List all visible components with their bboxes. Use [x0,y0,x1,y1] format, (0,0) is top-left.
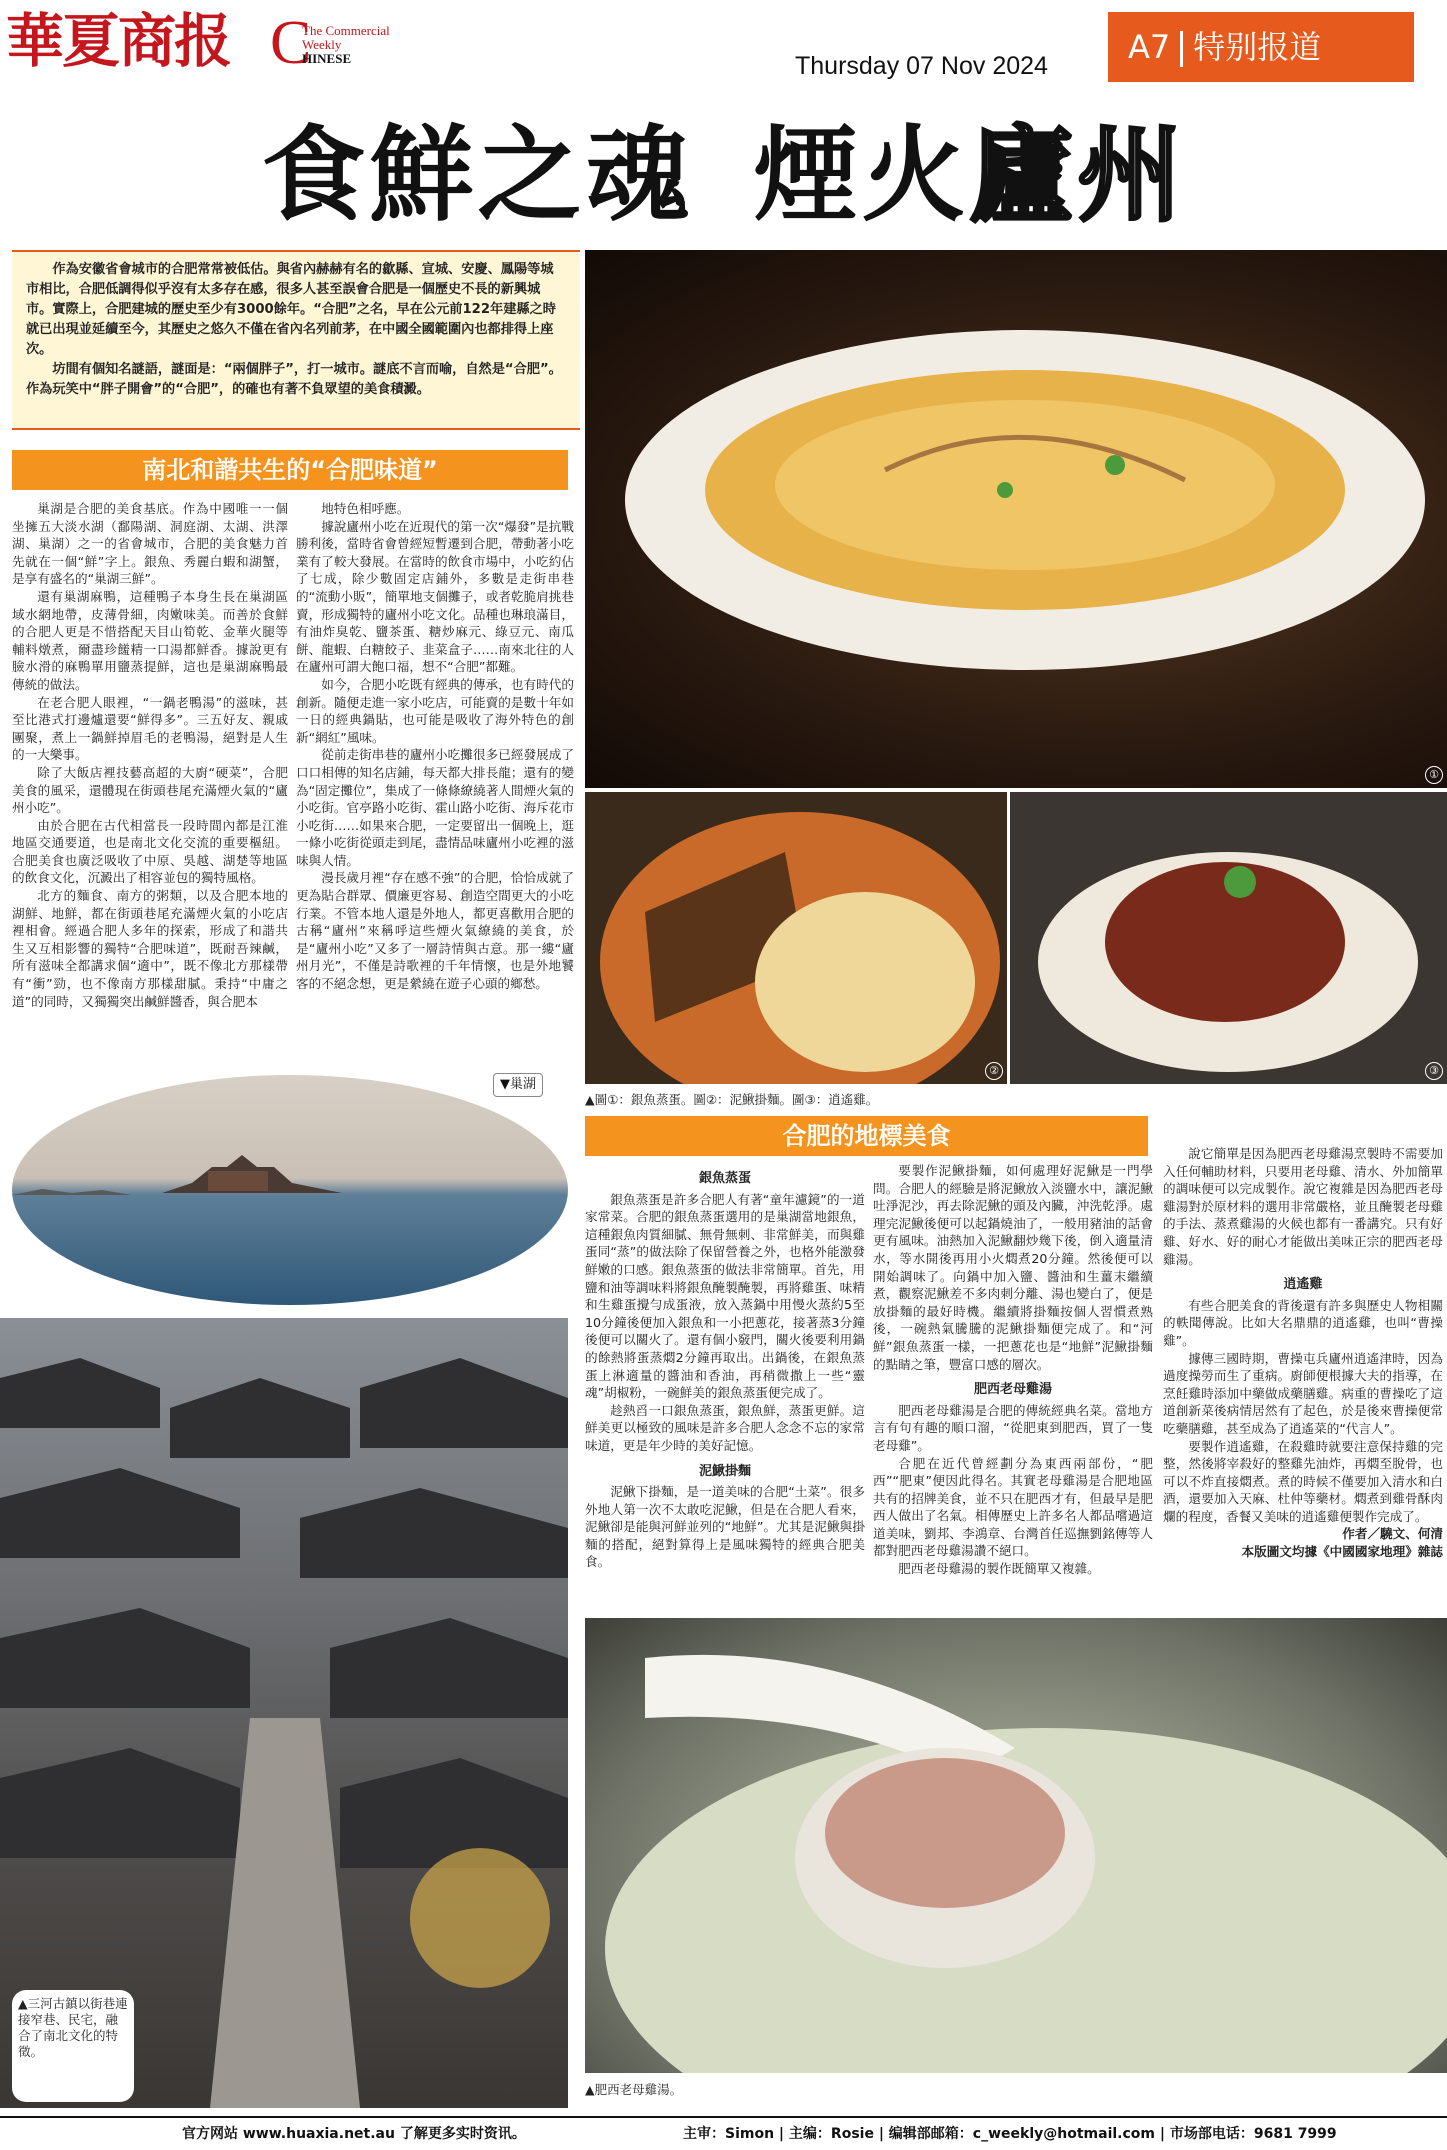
photo-number: ③ [1425,1062,1443,1080]
subheading: 逍遙雞 [1283,1277,1323,1293]
article-column [12,500,288,1060]
steamed-egg-photo [585,250,1447,788]
paragraph: 有些合肥美食的背後還有許多與歷史人物相關的軼聞傳說。比如大名鼎鼎的逍遙雞，也叫“曹操雞”。 [1163,1297,1443,1348]
paragraph: 說它簡單是因為肥西老母雞湯烹製時不需要加入任何輔助材料，只要用老母雞、清水、外加簡單的調味便可以完成製作。說它複雜是因為肥西老母雞湯對於原材料的選用非常嚴格，並且醃製老母雞的手法、蒸煮雞湯的火候也都有一番講究。只有好雞、好水、好的耐心才能做出美味正宗的肥西老母雞湯。 [1163,1146,1443,1267]
photo-number: ② [985,1062,1003,1080]
noodle-bowl-illustration [585,792,1007,1084]
paragraph: 巢湖是合肥的美食基底。作為中國唯一一個坐擁五大淡水湖（鄱陽湖、洞庭湖、太湖、洪澤湖、巢湖）之一的省會城市，合肥的美食魅力首先就在一個“鮮”字上。銀魚、秀麗白蝦和湖蟹，是享有盛名的“巢湖三鮮”。 [12,501,288,587]
page-number: A7 [1128,28,1171,66]
page-headline: 食鮮之魂 煙火廬州 [261,114,1186,236]
paragraph: 要製作逍遙雞，在殺雞時就要注意保持雞的完整，然後將宰殺好的整雞先油炸，再燜至脫骨，也可以不炸直接燜煮。煮的時候不僅要加入清水和白酒，還要加入天麻、杜仲等藥材。燜煮到雞骨酥肉爛的程度，香餐又美味的逍遙雞便製作完成了。 [1163,1438,1443,1524]
section-tab [1108,12,1414,82]
clay-pot-illustration [1010,792,1447,1084]
issue-date: Thursday 07 Nov 2024 [795,52,1048,80]
newspaper-logo: 華夏商报 [6,7,231,75]
paragraph: 漫長歲月裡“存在感不強”的合肥，恰恰成就了更為貼合群眾、價廉更容易、創造空間更大的小吃行業。不管本地人還是外地人，都更喜歡用合肥的古稱“廬州”來稱呼這些煙火氣繚繞的美食，於是“廬州小吃”又多了一層詩情與古意。那一縷“廬州月光”，不僅是詩歌裡的千年情懷，也是外地饕客的不絕念想，更是縈繞在遊子心頭的鄉愁。 [296,870,574,992]
divider [1180,31,1183,67]
paragraph: 肥西老母雞湯是合肥的傳統經典名菜。當地方言有句有趣的順口溜，“從肥東到肥西，買了一隻老母雞”。 [873,1402,1153,1453]
article-column [296,500,574,1045]
food-photo-caption: ▲圖①：銀魚蒸蛋。圖②：泥鰍掛麵。圖③：逍遙雞。 [585,1092,879,1107]
paragraph: 要製作泥鰍掛麵，如何處理好泥鰍是一門學問。合肥人的經驗是將泥鰍放入淡鹽水中，讓泥鰍吐淨泥沙，再去除泥鰍的頭及內臟，沖洗乾淨。處理完泥鰍後便可以起鍋燒油了，一般用豬油的話會更有風味。油熱加入泥鰍翻炒幾下後，倒入適量清水，等水開後再用小火燜煮20分鐘。然後便可以開始調味了。向鍋中加入鹽、醬油和生薑末繼續煮，觀察泥鰍差不多肉刺分離、湯也變白了，便是放掛麵的最好時機。繼續將掛麵按個人習慣煮熟後，一碗熱氣騰騰的泥鰍掛麵便完成了。和“河鮮”銀魚蒸蛋一樣，一把蔥花也是“地鮮”泥鰍掛麵的點睛之筆，豐富口感的層次。 [873,1163,1153,1372]
article-column [873,1162,1153,1607]
paragraph: 地特色相呼應。 [321,501,410,516]
paragraph: 在老合肥人眼裡，“一鍋老鴨湯”的滋味，甚至比港式打邊爐還要“鮮得多”。三五好友、親戚團聚，煮上一鍋鮮掉眉毛的老鴨湯，絕對是人生的一大樂事。 [12,694,288,763]
logo-letter-c: C [270,9,312,77]
byline: 作者／驍文、何清 [1342,1526,1443,1542]
lake-island-illustration [12,1075,568,1305]
paragraph: 北方的麵食、南方的粥類，以及合肥本地的湖鮮、地鮮，都在街頭巷尾充滿煙火氣的小吃店裡相會。經過合肥人多年的探索，形成了和諧共生又互相影響的獨特“合肥味道”，既耐吾辣鹹，所有滋味全都講求個“適中”，既不像北方那樣帶有“衝”勁，也不像南方那樣甜膩。秉持“中庸之道”的同時，又獨獨突出鹹鮮醬香，與合肥本 [12,888,288,1009]
soup-bowl-illustration [585,1618,1447,2073]
staff-info: 主审：Simon | 主编：Rosie | 编辑部邮箱：c_weekly@hotmail.com | 市场部电话：9681 7999 [683,2126,1337,2142]
chaohu-lake-photo [12,1075,568,1305]
paragraph: 據說廬州小吃在近現代的第一次“爆發”是抗戰勝利後，當時省會曾經短暫遷到合肥，帶動著小吃業有了較大發展。在當時的飲食市場中，小吃約佔了七成，除少數固定店鋪外，多數是走街串巷的“流動小販”，簡單地支個攤子，或者乾脆肩挑巷賣，形成獨特的廬州小吃文化。品種也琳琅滿目，有油炸臭乾、鹽茶蛋、糖炒麻元、綠豆元、南瓜餅、龍蝦、白糖餃子、韭菜盒子……南來北往的人在廬州可謂大飽口福，想不“合肥”都難。 [296,518,574,675]
paragraph: 銀魚蒸蛋是許多合肥人有著“童年濾鏡”的一道家常菜。合肥的銀魚蒸蛋選用的是巢湖當地銀魚，這種銀魚肉質細膩、無骨無刺、非常鮮美，而與雞蛋同“蒸”的做法除了保留營養之外，也格外能激發鮮嫩的口感。銀魚蒸蛋的做法非常簡單。首先，用鹽和油等調味料將銀魚醃製醃製，再將雞蛋、味精和生雞蛋攪勻成蛋液，放入蒸鍋中用慢火蒸約5至10分鐘後便加入銀魚和一小把蔥花，接著蒸3分鐘後便可以關火了。還有個小竅門，關火後要利用鍋的餘熱將蛋蒸燜2分鐘再取出。出鍋後，在銀魚蒸蛋上淋適量的醬油和香油，再稍微撒上一些“靈魂”胡椒粉，一碗鮮美的銀魚蒸蛋便完成了。 [585,1191,865,1401]
paragraph: 肥西老母雞湯的製作既簡單又複雜。 [898,1561,1100,1577]
paragraph: 由於合肥在古代相當長一段時間內都是江淮地區交通要道，也是南北文化交流的重要樞紐。合肥美食也廣泛吸收了中原、吳越、湖楚等地區的飲食文化，沉澱出了相容並包的獨特風格。 [12,817,288,886]
article-column [1163,1145,1443,1610]
logo-english: The Commercial Weekly HINESE [302,23,390,66]
paragraph: 據傳三國時期，曹操屯兵廬州逍遙津時，因為過度操勞而生了重病。廚師便根據大夫的指導，在烹飪雞時添加中藥做成藥膳雞。病重的曹操吃了這道創新菜後病情居然有了起色，於是後來曹操便常吃藥膳雞，甚至成為了逍遙菜的“代言人”。 [1163,1350,1443,1436]
paragraph: 除了大飯店裡技藝高超的大廚“硬菜”，合肥美食的風采，還體現在街頭巷尾充滿煙火氣的“廬州小吃”。 [12,764,288,816]
soup-photo-caption: ▲肥西老母雞湯。 [585,2082,683,2097]
section-title-landmark-food: 合肥的地標美食 [585,1116,1148,1156]
byline: 本版圖文均據《中國國家地理》雜誌 [1241,1544,1443,1560]
article-column [585,1162,865,1607]
page-footer [0,2116,1447,2150]
intro-box: 作為安徽省會城市的合肥常常被低估。與省內赫赫有名的歙縣、宣城、安慶、鳳陽等城市相比，合肥低調得似乎沒有太多存在感，很多人甚至誤會合肥是一個歷史不長的新興城市。實際上，合肥建城的歷史至少有3000餘年。“合肥”之名，早在公元前122年建縣之時就已出現並延續至今，其歷史之悠久不僅在省內名列前茅，在中國全國範圍內也都排得上座次。 坊間有個知名謎語，謎面是：“兩個胖子”，打一城市。謎底不言而喻，自然是“合肥”。作為玩笑中“胖子開會”的“合肥”，的確也有著不負眾望的美食積澱。 [12,250,580,430]
paragraph: 合肥在近代曾經劃分為東西兩部份，“肥西”“肥東”便因此得名。其實老母雞湯是合肥地區共有的招牌美食，並不只在肥西才有，但最早是肥西人做出了名氣。相傳歷史上許多名人都品嚐過這道美味，劉邦、李鴻章、台灣首任巡撫劉銘傳等人都對肥西老母雞湯讚不絕口。 [873,1455,1153,1559]
paragraph: 從前走街串巷的廬州小吃攤很多已經發展成了口口相傳的知名店鋪，每天都大排長龍；還有的變為“固定攤位”，集成了一條條繚繞著人間煙火氣的小吃街。官亭路小吃街、霍山路小吃街、海斥花市小吃街……如果來合肥，一定要留出一個晚上，逛一條小吃街從頭走到尾，盡情品味廬州小吃裡的滋味與人情。 [296,747,574,868]
loach-noodles-photo [585,792,1007,1084]
old-hen-soup-photo [585,1618,1447,2073]
paragraph: 泥鰍下掛麵，是一道美味的合肥“土菜”。很多外地人第一次不太敢吃泥鰍，但是在合肥人看來，泥鰍卻是能與河鮮並列的“地鮮”。尤其是泥鰍與掛麵的搭配，絕對算得上是風味獨特的經典合肥美食。 [585,1484,865,1570]
photo-number: ① [1425,766,1443,784]
lake-label: ▼巢湖 [493,1073,543,1097]
paragraph: 趁熱舀一口銀魚蒸蛋，銀魚鮮，蒸蛋更鮮。這鮮美更以極致的風味是許多合肥人念念不忘的家常味道，更是年少時的美好記憶。 [585,1402,865,1453]
masthead [0,0,1447,95]
subheading: 肥西老母雞湯 [973,1382,1052,1398]
paragraph: 還有巢湖麻鴨，這種鴨子本身生長在巢湖區域水網地帶，皮薄骨細，肉嫩味美。而善於食鮮的合肥人更是不惜搭配天目山筍乾、金華火腿等輔料燉煮，爾盡珍饈精一口湯都鮮香。據說更有臉水滑的麻鴨單用鹽蒸提鮮，這也是巢湖麻鴨最傳統的做法。 [12,588,288,692]
section-title-hefei-flavor: 南北和諧共生的“合肥味道” [12,450,568,490]
subheading: 泥鰍掛麵 [698,1463,751,1479]
bowl-illustration [585,250,1447,788]
paragraph: 如今，合肥小吃既有經典的傳承，也有時代的創新。隨便走進一家小吃店，可能賣的是數十年如一日的經典鍋貼，也可能是吸收了海外特色的創新“網紅”風味。 [296,676,574,745]
town-photo-caption: ▲三河古鎮以街巷連接窄巷、民宅，融合了南北文化的特徵。 [12,1990,134,2102]
section-name: 特别报道 [1193,28,1322,66]
subheading: 銀魚蒸蛋 [698,1171,751,1186]
xiaoyao-chicken-photo [1010,792,1447,1084]
website-info: 官方网站 www.huaxia.net.au 了解更多实时资讯。 [182,2126,526,2142]
